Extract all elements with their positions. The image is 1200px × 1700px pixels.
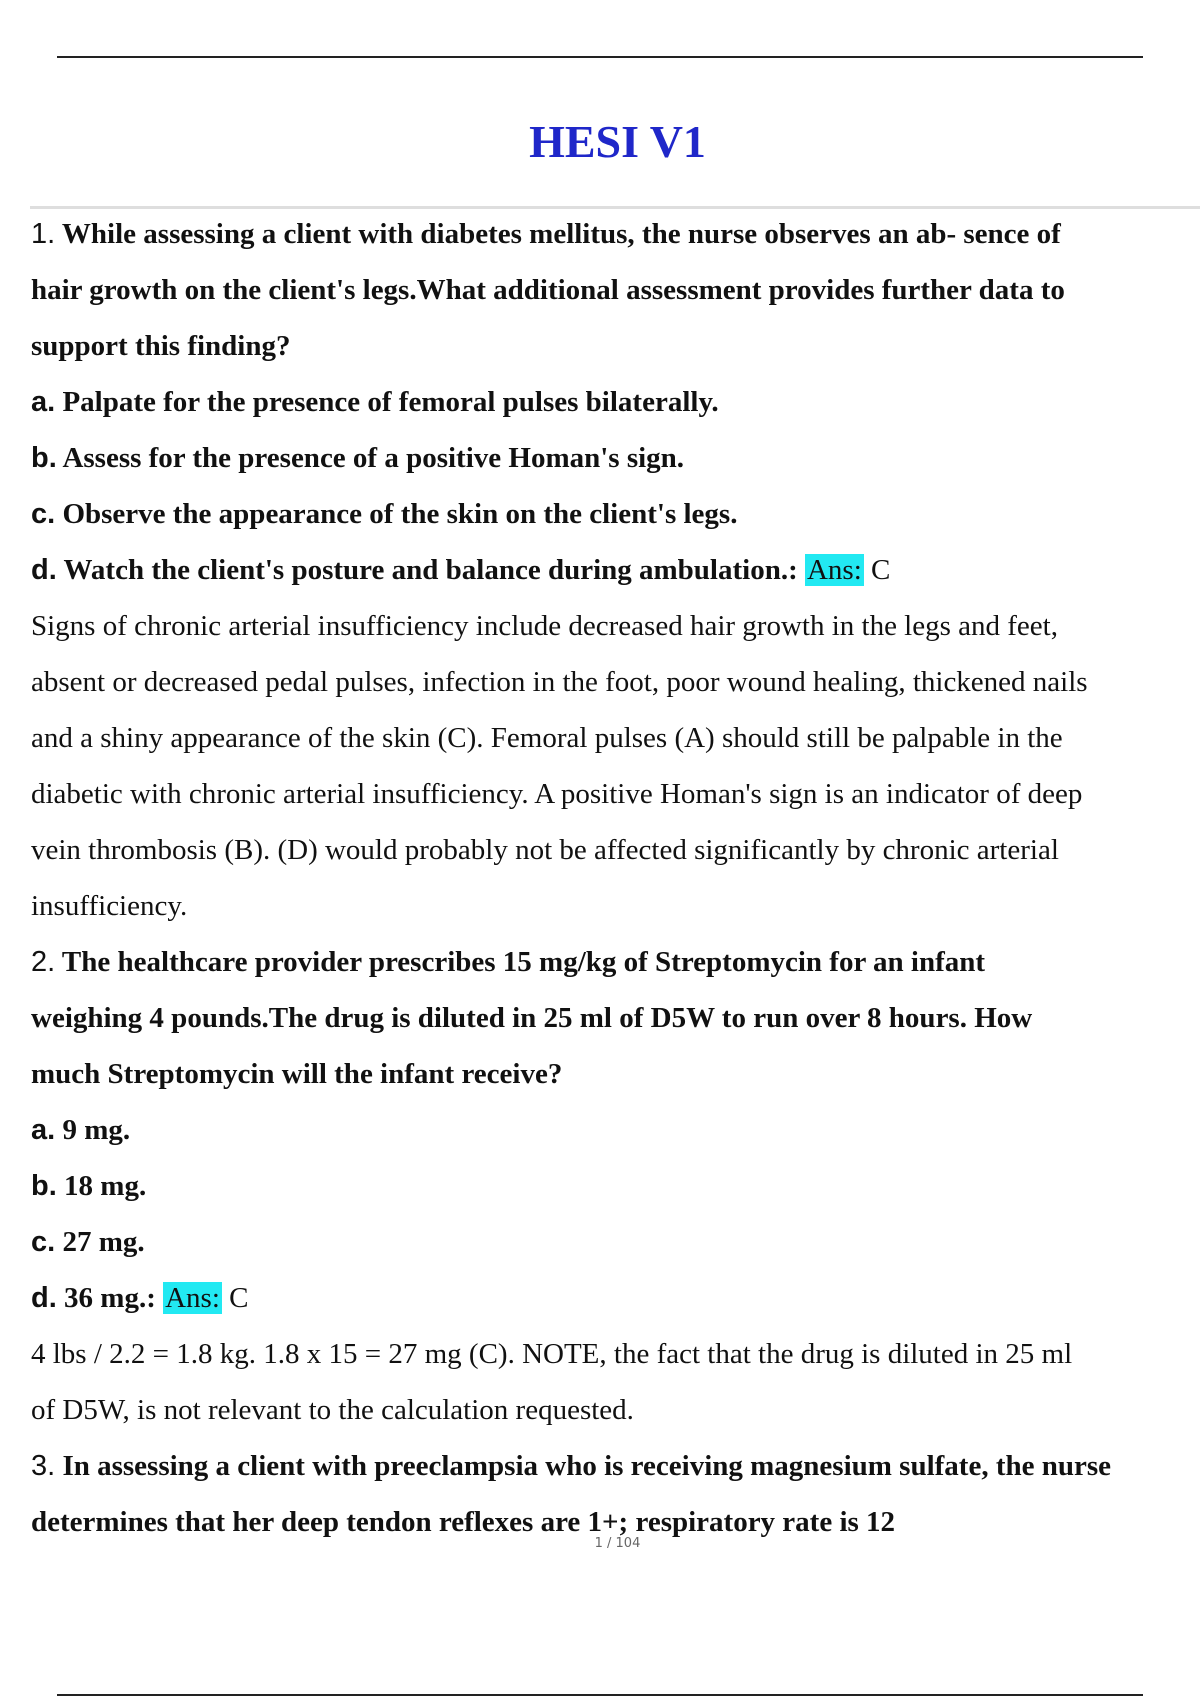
option-letter: c. xyxy=(31,1226,56,1258)
question-stem-line: support this finding? xyxy=(31,330,291,362)
question-number: 1. xyxy=(31,218,56,250)
option-c xyxy=(31,486,1196,542)
explanation-line: and a shiny appearance of the skin (C). Femoral pulses (A) should still be palpable in the xyxy=(31,722,1063,754)
option-letter: c. xyxy=(31,498,56,530)
question-stem-line: 2. The healthcare provider prescribes 15 mg/kg of Streptomycin for an infant xyxy=(31,946,986,978)
explanation-line: diabetic with chronic arterial insufficiency. A positive Homan's sign is an indicator of deep xyxy=(31,778,1083,810)
option-b xyxy=(31,430,1196,486)
option-d xyxy=(31,542,1196,598)
option-b xyxy=(31,1158,1196,1214)
option-a xyxy=(31,374,1196,430)
option-letter: b. xyxy=(31,442,57,474)
explanation-line: of D5W, is not relevant to the calculation requested. xyxy=(31,1394,634,1426)
question-number: 2. xyxy=(31,946,56,978)
option-letter: a. xyxy=(31,1114,56,1146)
question-stem-line: hair growth on the client's legs.What additional assessment provides further data to xyxy=(31,274,1065,306)
question-2 xyxy=(31,934,1196,1438)
question-number: 3. xyxy=(31,1450,56,1482)
option-letter: a. xyxy=(31,386,56,418)
option-text: Palpate for the presence of femoral pulses bilaterally. xyxy=(62,386,719,418)
question-1 xyxy=(31,206,1196,934)
option-text: 27 mg. xyxy=(62,1226,145,1258)
option-c xyxy=(31,1214,1196,1270)
explanation-line: absent or decreased pedal pulses, infection in the foot, poor wound healing, thickened nails xyxy=(31,666,1088,698)
option-d xyxy=(31,1270,1196,1326)
explanation-line: Signs of chronic arterial insufficiency include decreased hair growth in the legs and feet, xyxy=(31,610,1058,642)
question-3 xyxy=(31,1438,1196,1550)
option-text: 9 mg. xyxy=(62,1114,131,1146)
answer-label: Ans: xyxy=(165,1282,220,1314)
question-stem-line: determines that her deep tendon reflexes are 1+; respiratory rate is 12 xyxy=(31,1506,896,1538)
option-letter: d. xyxy=(31,554,57,586)
question-stem-line: 1. While assessing a client with diabetes mellitus, the nurse observes an ab- sence of xyxy=(31,218,1061,250)
option-letter: b. xyxy=(31,1170,57,1202)
answer-value: C xyxy=(229,1282,249,1314)
option-letter: d. xyxy=(31,1282,57,1314)
page-number: 1 / 104 xyxy=(594,1536,641,1551)
document-title: HESI V1 xyxy=(529,116,706,167)
explanation-line: insufficiency. xyxy=(31,890,188,922)
answer-label: Ans: xyxy=(806,554,862,586)
question-stem-line: weighing 4 pounds.The drug is diluted in 25 ml of D5W to run over 8 hours. How xyxy=(31,1002,1033,1034)
option-text: Assess for the presence of a positive Homan's sign. xyxy=(62,442,685,474)
option-text: 36 mg.: xyxy=(64,1282,156,1314)
option-text: 18 mg. xyxy=(64,1170,147,1202)
explanation-line: vein thrombosis (B). (D) would probably not be affected significantly by chronic arterial xyxy=(31,834,1059,866)
question-stem-line: 3. In assessing a client with preeclampsia who is receiving magnesium sulfate, the nurse xyxy=(31,1450,1112,1482)
option-text: Watch the client's posture and balance during ambulation.: xyxy=(63,554,798,586)
option-text: Observe the appearance of the skin on the client's legs. xyxy=(62,498,738,530)
top-rule xyxy=(57,56,1143,58)
document-body xyxy=(31,206,1196,1550)
question-stem-line: much Streptomycin will the infant receive? xyxy=(31,1058,563,1090)
option-a xyxy=(31,1102,1196,1158)
explanation-line: 4 lbs / 2.2 = 1.8 kg. 1.8 x 15 = 27 mg (C). NOTE, the fact that the drug is diluted in 25 ml xyxy=(31,1338,1073,1370)
answer-value: C xyxy=(871,554,891,586)
bottom-rule xyxy=(57,1694,1143,1696)
